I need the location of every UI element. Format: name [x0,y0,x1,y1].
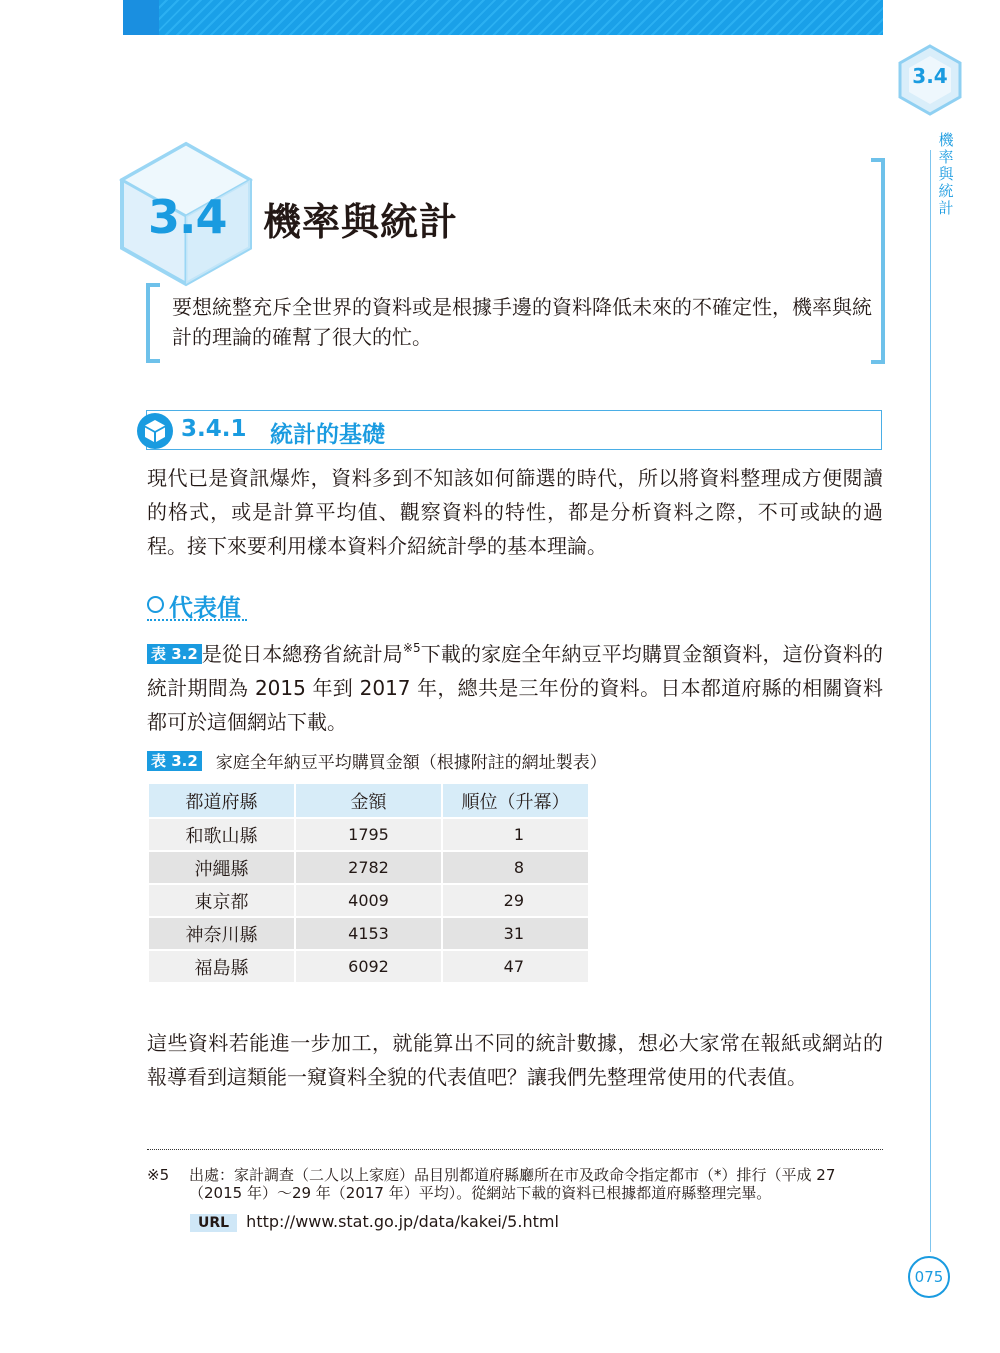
table-row: 福島縣 6092 47 [148,950,589,983]
page-number: 075 [908,1256,950,1298]
body-paragraph-2: 表 3.2 是從日本總務省統計局$^{※5}$下載的家庭全年納豆平均購買金額資料，這份資料的統計期間為 2015 年到 2017 年，總共是三年份的資料。日本都道府縣的相關資料都可於這個網站下載。 [147,641,884,734]
table-header: 都道府縣 [148,783,295,818]
right-bracket [871,158,885,364]
body-paragraph-1: 現代已是資訊爆炸，資料多到不知該如何篩選的時代，所以將資料整理成方便閱讀的格式，或是計算平均值、觀察資料的特性，都是分析資料之際，不可或缺的過程。接下來要利用樣本資料介紹統計學的基本理論。 [147,466,883,558]
table-header: 順位（升冪） [442,783,589,818]
footnote-url-row [190,1212,559,1232]
url-label: URL [190,1214,237,1232]
side-section-number: 3.4 [912,64,948,88]
footnote-text: 出處：家計調查（二人以上家庭）品目別都道府縣廳所在市及政命令指定都市（*）排行（平成 27（2015 年）～29 年（2017 年）平均）。從網站下載的資料已根據都道府縣整理完畢。 [189,1166,836,1202]
table-label: 表 3.2 [147,751,202,771]
left-bracket [146,283,160,363]
footnote [147,1166,887,1202]
section-title: 統計的基礎 [270,422,385,448]
footnote-url-link[interactable]: http://www.stat.go.jp/data/kakei/5.html [246,1212,559,1231]
side-rule [930,150,931,1252]
table-caption: 表 3.2 家庭全年納豆平均購買金額（根據附註的網址製表） [147,748,607,773]
section-cube-icon [136,412,174,450]
footnote-reference: ※5 [402,641,421,655]
table-reference: 表 3.2 [147,644,202,664]
chapter-number: 3.4 [148,190,227,244]
subsection-title: 代表值 [169,594,241,622]
table-row: 沖繩縣 2782 8 [148,851,589,884]
section-number: 3.4.1 [181,416,247,442]
chapter-title: 機率與統計 [263,200,459,244]
side-chapter-title: 機 率 與 統 計 [938,131,954,217]
chapter-intro: 要想統整充斥全世界的資料或是根據手邊的資料降低未來的不確定性，機率與統計的理論的確幫了很大的忙。 [172,295,872,349]
data-table [147,782,590,984]
top-banner [123,0,883,35]
table-row: 和歌山縣 1795 1 [148,818,589,851]
section-header-frame [146,410,882,450]
footnote-mark: ※5 [147,1166,170,1184]
subsection-underline [147,619,247,621]
table-row: 神奈川縣 4153 31 [148,917,589,950]
table-header: 金額 [295,783,442,818]
table-row: 東京都 4009 29 [148,884,589,917]
footnote-divider [147,1149,883,1150]
subsection-bullet-icon [147,596,164,613]
body-paragraph-3: 這些資料若能進一步加工，就能算出不同的統計數據，想必大家常在報紙或網站的報導看到這類能一窺資料全貌的代表值吧？讓我們先整理常使用的代表值。 [147,1031,883,1089]
